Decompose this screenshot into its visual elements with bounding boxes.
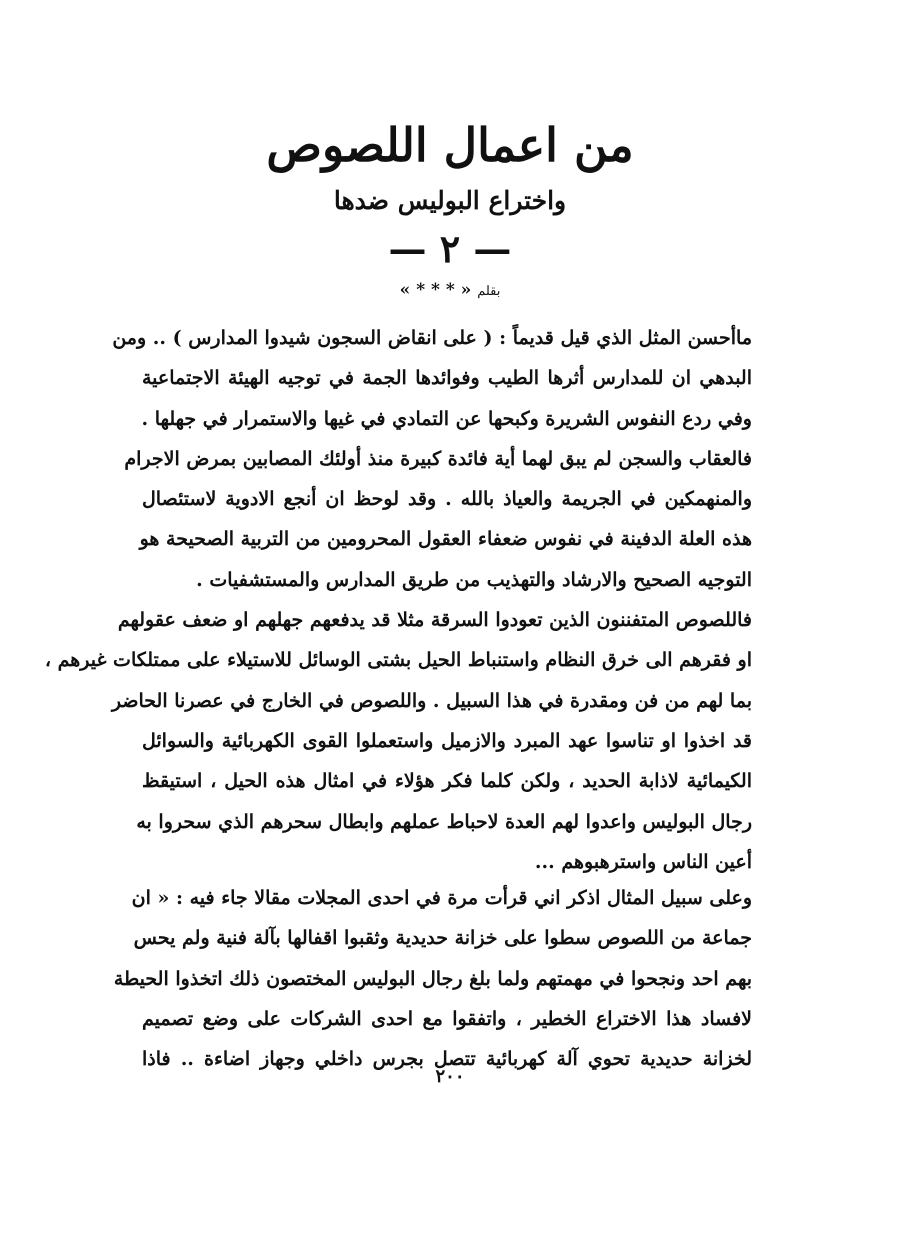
text-line: التوجيه الصحيح والارشاد والتهذيب من طريق المدارس والمستشفيات . [196, 568, 752, 591]
text-line: هذه العلة الدفينة في نفوس ضعفاء العقول المحرومين من التربية الصحيحة هو [139, 528, 752, 551]
text-line: البدهي ان للمدارس أثرها الطيب وفوائدها الجمة في توجيه الهيئة الاجتماعية [142, 367, 752, 390]
paragraph-2 [113, 878, 752, 1079]
text-line: قد اخذوا او تناسوا عهد المبرد والازميل واستعملوا القوى الكهربائية والسوائل [142, 729, 752, 752]
byline-author: « * * * » [399, 280, 472, 300]
text-line: فاللصوص المتفننون الذين تعودوا السرقة مثلا قد يدفعهم جهلهم او ضعف عقولهم [117, 609, 752, 632]
text-line: والمنهمكين في الجريمة والعياذ بالله . وقد لوحظ ان أنجع الادوية لاستئصال [142, 488, 752, 511]
text-line: ماأحسن المثل الذي قيل قديماً : ( على انقاض السجون شيدوا المدارس ) .. ومن [112, 327, 752, 349]
page-number: ٢٠٠ [435, 1066, 465, 1087]
text-line: لافساد هذا الاختراع الخطير ، واتفقوا مع احدى الشركات على وضع تصميم [142, 1007, 752, 1030]
text-line: وفي ردع النفوس الشريرة وكبحها عن التمادي في غيها والاستمرار في جهلها . [141, 407, 752, 430]
text-line: فالعقاب والسجن لم يبق لهما أية فائدة كبيرة منذ أولئك المصابين بمرض الاجرام [124, 447, 752, 470]
text-line: أعين الناس واسترهبوهم ... [534, 850, 752, 873]
text-line: بما لهم من فن ومقدرة في هذا السبيل . واللصوص في الخارج في عصرنا الحاضر [111, 689, 752, 712]
text-line: لخزانة حديدية تحوي آلة كهربائية تتصل بجرس داخلي وجهاز اضاءة .. فاذا [142, 1048, 752, 1071]
article-title: من اعمال اللصوص [266, 118, 634, 172]
byline [0, 280, 900, 300]
text-line: بهم احد ونجحوا في مهمتهم ولما بلغ رجال البوليس المختصون ذلك اتخذوا الحيطة [113, 967, 752, 990]
article-subtitle: واختراع البوليس ضدها [333, 186, 567, 215]
text-line: وعلى سبيل المثال اذكر اني قرأت مرة في احدى المجلات مقالا جاء فيه : « ان [131, 887, 752, 909]
text-line: الكيمائية لاذابة الحديد ، ولكن كلما فكر هؤلاء في امثال هذه الحيل ، استيقظ [142, 770, 752, 793]
text-line: رجال البوليس واعدوا لهم العدة لاحباط عملهم وابطال سحرهم الذي سحروا به [136, 810, 752, 833]
paragraph-1 [44, 318, 752, 882]
part-number: — ٢ — [388, 226, 512, 271]
byline-prefix: بقلم [477, 284, 501, 299]
text-line: او فقرهم الى خرق النظام واستنباط الحيل بشتى الوسائل للاستيلاء على ممتلكات غيرهم ، [44, 649, 752, 672]
text-line: جماعة من اللصوص سطوا على خزانة حديدية وثقبوا اقفالها بآلة فنية ولم يحس [133, 927, 752, 950]
